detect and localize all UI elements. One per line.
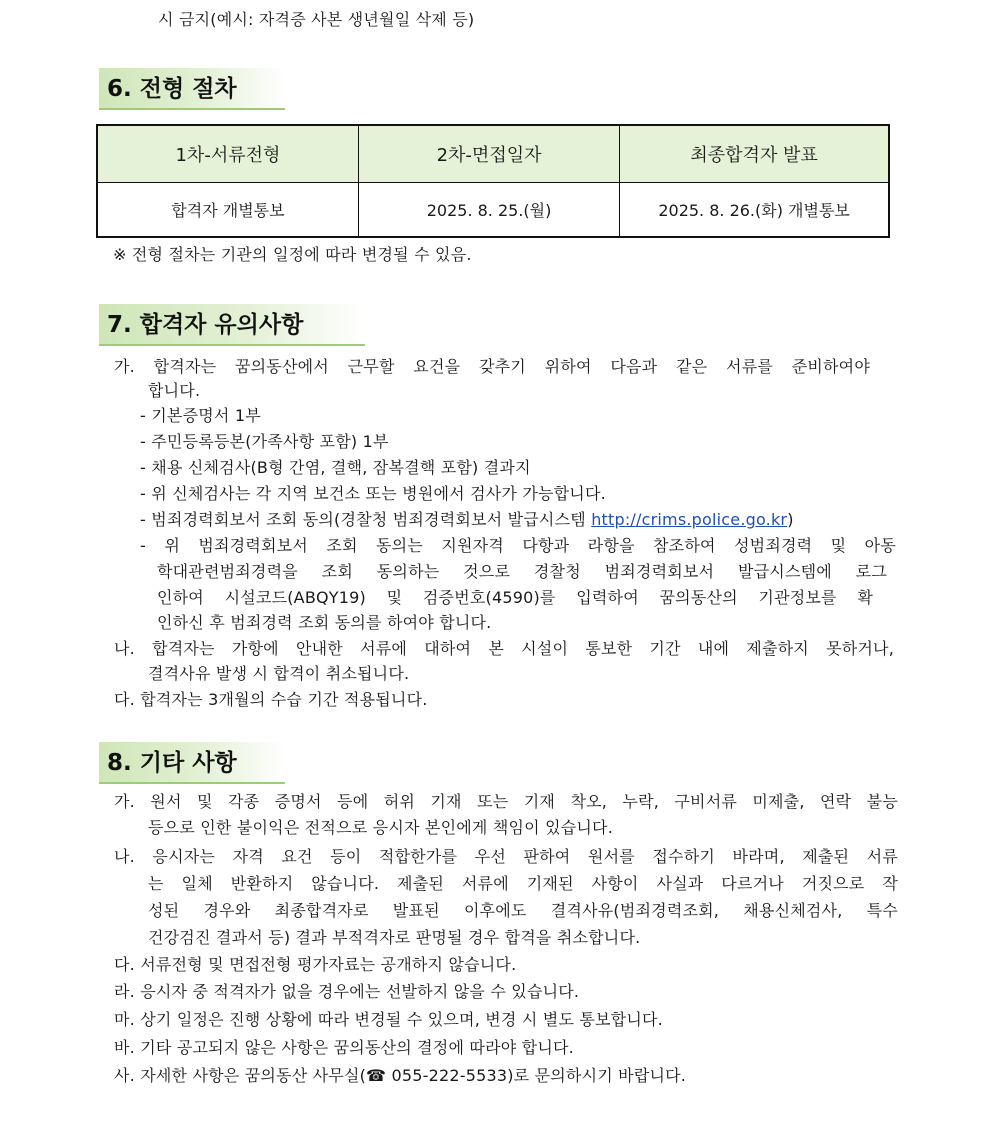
s8-ma-line: 마. 상기 일정은 진행 상황에 따라 변경될 수 있으며, 변경 시 별도 통보합니다. [114,1010,663,1029]
s7-ga-line-2: 합니다. [148,381,201,400]
s7-item-2: - 주민등록등본(가족사항 포함) 1부 [140,432,389,451]
header-document-screening: 1차-서류전형 [97,125,358,183]
cell-document-screening: 합격자 개별통보 [97,183,358,238]
s8-na-line-2: 는 일체 반환하지 않습니다. 제출된 서류에 기재된 사항이 사실과 다르거나 거짓으로 작 [148,874,898,893]
s7-consent-line-4: 인하신 후 범죄경력 조회 동의를 하여야 합니다. [157,613,492,632]
s7-na-line-1: 나. 합격자는 가항에 안내한 서류에 대하여 본 시설이 통보한 기간 내에 제출하지 못하거나, [114,639,894,658]
s8-na-line-3: 성된 경우와 최종합격자로 발표된 이후에도 결격사유(범죄경력조회, 채용신체검사, 특수 [148,901,898,920]
s8-ga-line-2: 등으로 인한 불이익은 전적으로 응시자 본인에게 책임이 있습니다. [148,818,614,837]
top-line: 시 금지(예시: 자격증 사본 생년월일 삭제 등) [158,10,475,29]
s7-item-4: - 위 신체검사는 각 지역 보건소 또는 병원에서 검사가 가능합니다. [140,484,606,503]
s7-consent-line-2: 학대관련범죄경력을 조회 동의하는 것으로 경찰청 범죄경력회보서 발급시스템에 로그 [157,562,887,581]
section-6-title: 6. 전형 절차 [99,68,285,110]
s8-ga-line-1: 가. 원서 및 각종 증명서 등에 허위 기재 또는 기재 착오, 누락, 구비서류 미제출, 연락 불능 [114,792,898,811]
section-7-title: 7. 합격자 유의사항 [99,304,365,346]
s7-crims-suffix: ) [787,510,794,529]
cell-final-announcement: 2025. 8. 26.(화) 개별통보 [620,183,889,238]
s7-ga-line-1: 가. 합격자는 꿈의동산에서 근무할 요건을 갖추기 위하여 다음과 같은 서류를 준비하여야 [114,357,870,376]
section-8-title: 8. 기타 사항 [99,742,285,784]
procedure-note: ※ 전형 절차는 기관의 일정에 따라 변경될 수 있음. [113,245,472,264]
header-final-announcement: 최종합격자 발표 [620,125,889,183]
s7-da-line: 다. 합격자는 3개월의 수습 기간 적용됩니다. [114,690,428,709]
header-interview-date: 2차-면접일자 [358,125,619,183]
s7-na-line-2: 결격사유 발생 시 합격이 취소됩니다. [148,664,410,683]
cell-interview-date: 2025. 8. 25.(월) [358,183,619,238]
s8-na-line-1: 나. 응시자는 자격 요건 등이 적합한가를 우선 판하여 원서를 접수하기 바라며, 제출된 서류 [114,847,898,866]
s7-crims-prefix: - 범죄경력회보서 조회 동의(경찰청 범죄경력회보서 발급시스템 [140,510,586,529]
s7-crims-line [140,509,794,531]
s7-item-3: - 채용 신체검사(B형 간염, 결핵, 잠복결핵 포함) 결과지 [140,458,531,477]
s8-ra-line: 라. 응시자 중 적격자가 없을 경우에는 선발하지 않을 수 있습니다. [114,982,580,1001]
procedure-table [96,124,890,238]
table-header-row [97,125,889,183]
s8-ba-line: 바. 기타 공고되지 않은 사항은 꿈의동산의 결정에 따라야 합니다. [114,1038,574,1057]
s7-item-1: - 기본증명서 1부 [140,406,261,425]
s8-na-line-4: 건강검진 결과서 등) 결과 부적격자로 판명될 경우 합격을 취소합니다. [148,928,641,947]
s8-sa-line: 사. 자세한 사항은 꿈의동산 사무실(☎ 055-222-5533)로 문의하시기 바랍니다. [114,1066,687,1085]
s7-consent-line-1: - 위 범죄경력회보서 조회 동의는 지원자격 다항과 라항을 참조하여 성범죄경력 및 아동 [140,536,896,555]
crims-link[interactable]: http://crims.police.go.kr [591,510,788,529]
table-row [97,183,889,238]
s7-consent-line-3: 인하여 시설코드(ABQY19) 및 검증번호(4590)를 입력하여 꿈의동산의 기관정보를 확 [157,588,873,607]
s8-da-line: 다. 서류전형 및 면접전형 평가자료는 공개하지 않습니다. [114,955,517,974]
